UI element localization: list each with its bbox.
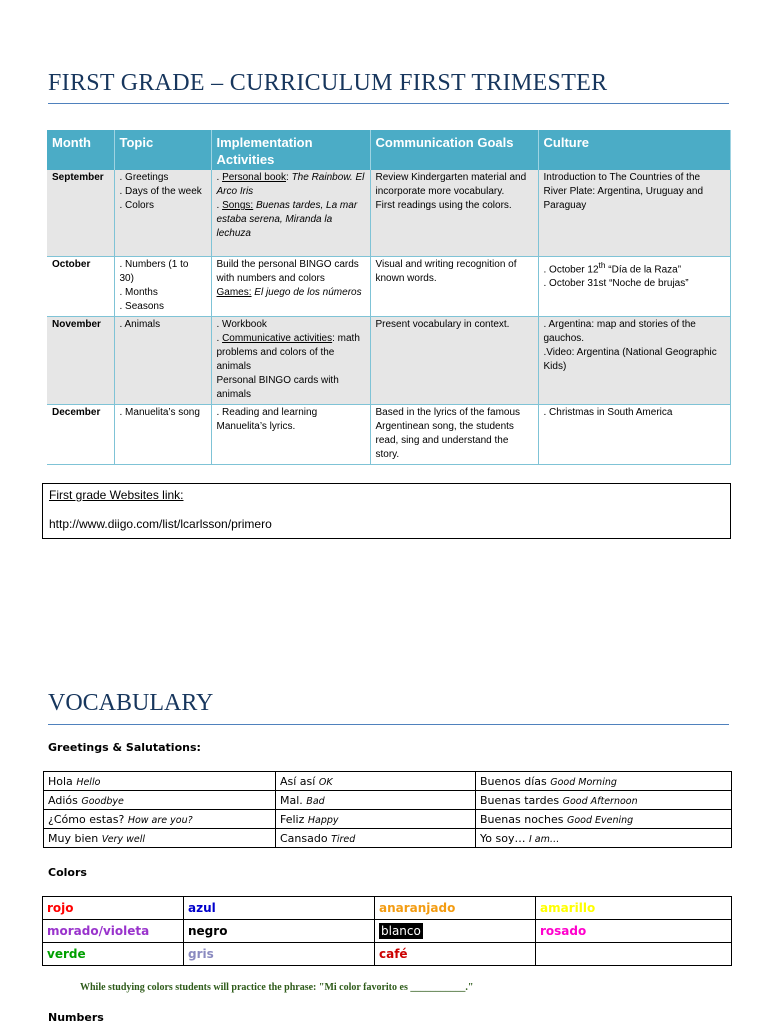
topic-cell [114, 404, 211, 464]
topic-item: . Numbers (1 to 30) [119, 258, 189, 284]
header-activities: Implementation Activities [211, 130, 370, 170]
color-word: café [379, 947, 408, 961]
activity-item [217, 199, 365, 241]
text-run: Personal book [222, 172, 286, 183]
activity-item [217, 332, 365, 374]
text-run: . [216, 200, 223, 211]
greeting-cell [476, 791, 732, 810]
topic-cell [114, 316, 211, 404]
goal-item: Present vocabulary in context. [375, 318, 510, 330]
color-cell [536, 943, 732, 966]
text-run: The Rainbow. El Arco Iris [216, 172, 365, 197]
culture-item [544, 258, 725, 277]
text-run: . Argentina: map and stories of the gauchos. [543, 318, 696, 344]
culture-item [544, 406, 725, 420]
goals-cell [370, 170, 538, 256]
color-cell [536, 897, 732, 920]
header-culture: Culture [538, 130, 730, 170]
greeting-spanish: Buenos días [480, 774, 547, 788]
color-word: gris [188, 947, 214, 961]
color-cell [184, 920, 375, 943]
greeting-english: OK [318, 776, 333, 788]
greetings-table [43, 771, 732, 848]
text-run: . October 31st “Noche de brujas” [543, 277, 689, 289]
header-month: Month [47, 130, 114, 170]
vocabulary-title: VOCABULARY [48, 690, 214, 716]
color-word: amarillo [540, 901, 596, 915]
greeting-cell [44, 810, 276, 829]
topic-cell [114, 170, 211, 256]
goal-item: Based in the lyrics of the famous Argentinean song, the students read, sing and understand the story. [375, 406, 521, 460]
greeting-cell [476, 772, 732, 791]
color-cell [43, 897, 184, 920]
curriculum-header-row [47, 130, 730, 170]
greeting-english: Bad [306, 795, 325, 807]
text-run: El juego de los números [251, 286, 362, 298]
greeting-spanish: Buenas tardes [480, 793, 560, 807]
color-cell [184, 897, 375, 920]
greeting-row [44, 829, 732, 848]
color-word: morado/violeta [47, 924, 150, 938]
activities-cell [211, 316, 370, 404]
activity-item [217, 374, 365, 402]
color-word: anaranjado [379, 901, 456, 915]
greeting-row [44, 791, 732, 810]
greeting-english: I am… [528, 833, 560, 845]
greeting-english: Good Morning [550, 776, 617, 788]
topic-item: . Animals [119, 318, 161, 330]
greeting-english: How are you? [127, 814, 193, 826]
activity-item [217, 318, 365, 332]
goal-item: First readings using the colors. [375, 200, 512, 211]
greeting-cell [476, 829, 732, 848]
text-run: Communicative activities [222, 332, 333, 344]
color-cell [43, 920, 184, 943]
colors-phrase: While studying colors students will practice the phrase: "Mi color favorito es ___________." [80, 982, 474, 993]
color-row [43, 943, 732, 966]
title-underline [48, 103, 729, 104]
topic-item: . Greetings [119, 172, 169, 183]
websites-box [42, 483, 731, 539]
culture-item [544, 171, 725, 213]
text-run: . Reading and learning Manuelita’s lyrics. [216, 406, 318, 432]
greeting-row [44, 772, 732, 791]
culture-cell [538, 256, 730, 316]
greeting-cell [276, 829, 476, 848]
color-cell [375, 920, 536, 943]
goal-item: Visual and writing recognition of known words. [375, 258, 517, 284]
colors-label: Colors [48, 866, 87, 879]
text-run: . Workbook [216, 318, 267, 330]
greeting-spanish: Hola [48, 774, 73, 788]
text-run: th [598, 259, 606, 270]
month-cell: September [47, 170, 114, 256]
text-run: : [286, 172, 292, 183]
greeting-spanish: Muy bien [48, 831, 99, 845]
activities-cell [211, 404, 370, 464]
greeting-cell [276, 810, 476, 829]
header-goals: Communication Goals [370, 130, 538, 170]
curriculum-row [47, 404, 730, 464]
text-run: Personal BINGO cards with animals [216, 374, 339, 400]
greeting-cell [276, 772, 476, 791]
greeting-spanish: ¿Cómo estas? [48, 812, 125, 826]
month-cell: November [47, 316, 114, 404]
text-run: Introduction to The Countries of the River Plate: Argentina, Uruguay and Paraguay [543, 172, 704, 211]
greeting-cell [276, 791, 476, 810]
greeting-spanish: Adiós [48, 793, 78, 807]
greeting-english: Tired [331, 833, 356, 845]
greeting-cell [44, 791, 276, 810]
activity-item [217, 171, 365, 199]
goals-cell [370, 404, 538, 464]
color-word: azul [188, 901, 216, 915]
greeting-english: Goodbye [81, 795, 124, 807]
month-cell: October [47, 256, 114, 316]
greeting-cell [476, 810, 732, 829]
topic-item: . Months [119, 286, 158, 298]
greeting-spanish: Buenas noches [480, 812, 564, 826]
header-topic: Topic [114, 130, 211, 170]
page-title: FIRST GRADE – CURRICULUM FIRST TRIMESTER [48, 70, 608, 96]
culture-item [544, 277, 725, 291]
color-cell [375, 943, 536, 966]
activities-cell [211, 256, 370, 316]
color-cell [43, 943, 184, 966]
goals-cell [370, 256, 538, 316]
color-cell [375, 897, 536, 920]
greeting-spanish: Cansado [280, 831, 328, 845]
greeting-spanish: Yo soy… [480, 831, 526, 845]
activity-item [217, 406, 365, 434]
greeting-english: Good Afternoon [562, 795, 638, 807]
culture-item [544, 318, 725, 346]
text-run: . [216, 172, 223, 183]
greeting-english: Good Evening [566, 814, 634, 826]
curriculum-row [47, 170, 730, 256]
color-cell [536, 920, 732, 943]
text-run: . Christmas in South America [543, 406, 673, 418]
color-row [43, 897, 732, 920]
topic-item: . Seasons [119, 300, 164, 312]
numbers-label: Numbers [48, 1011, 104, 1024]
curriculum-row [47, 256, 730, 316]
color-word: negro [188, 924, 228, 938]
greeting-spanish: Mal. [280, 793, 303, 807]
text-run: .Video: Argentina (National Geographic Kids) [543, 346, 717, 372]
curriculum-row [47, 316, 730, 404]
curriculum-table [47, 130, 731, 465]
greetings-label: Greetings & Salutations: [48, 741, 201, 754]
greeting-spanish: Así así [280, 774, 316, 788]
color-row [43, 920, 732, 943]
topic-cell [114, 256, 211, 316]
websites-link[interactable]: http://www.diigo.com/list/lcarlsson/primero [49, 517, 272, 531]
color-cell [184, 943, 375, 966]
greeting-cell [44, 772, 276, 791]
color-word: verde [47, 947, 86, 961]
greeting-row [44, 810, 732, 829]
greeting-cell [44, 829, 276, 848]
text-run: Games: [216, 286, 252, 298]
topic-item: . Colors [119, 200, 154, 211]
topic-item: . Manuelita’s song [119, 406, 200, 418]
culture-cell [538, 170, 730, 256]
color-word: blanco [381, 924, 421, 938]
vocabulary-underline [48, 724, 729, 725]
websites-label: First grade Websites link: [49, 488, 184, 502]
culture-item [544, 346, 725, 374]
month-cell: December [47, 404, 114, 464]
activity-item [217, 258, 365, 286]
text-run: “Día de la Raza” [605, 263, 682, 275]
text-run: . [216, 332, 223, 344]
text-run: . October 12 [543, 263, 599, 275]
colors-table [42, 896, 732, 966]
activities-cell [211, 170, 370, 256]
text-run: Build the personal BINGO cards with numbers and colors [216, 258, 359, 284]
culture-cell [538, 404, 730, 464]
text-run: Buenas tardes, La mar estaba serena, Miranda la lechuza [216, 200, 358, 239]
greeting-english: Very well [101, 833, 145, 845]
activity-item [217, 286, 365, 300]
topic-item: . Days of the week [119, 186, 202, 197]
greeting-english: Happy [307, 814, 339, 826]
goals-cell [370, 316, 538, 404]
goal-item: Review Kindergarten material and incorporate more vocabulary. [375, 172, 527, 197]
text-run: : math problems and colors of the animals [216, 332, 360, 372]
text-run: Songs: [222, 200, 254, 211]
greeting-spanish: Feliz [280, 812, 305, 826]
greeting-english: Hello [76, 776, 101, 788]
color-word: rosado [540, 924, 587, 938]
culture-cell [538, 316, 730, 404]
color-word: rojo [47, 901, 74, 915]
